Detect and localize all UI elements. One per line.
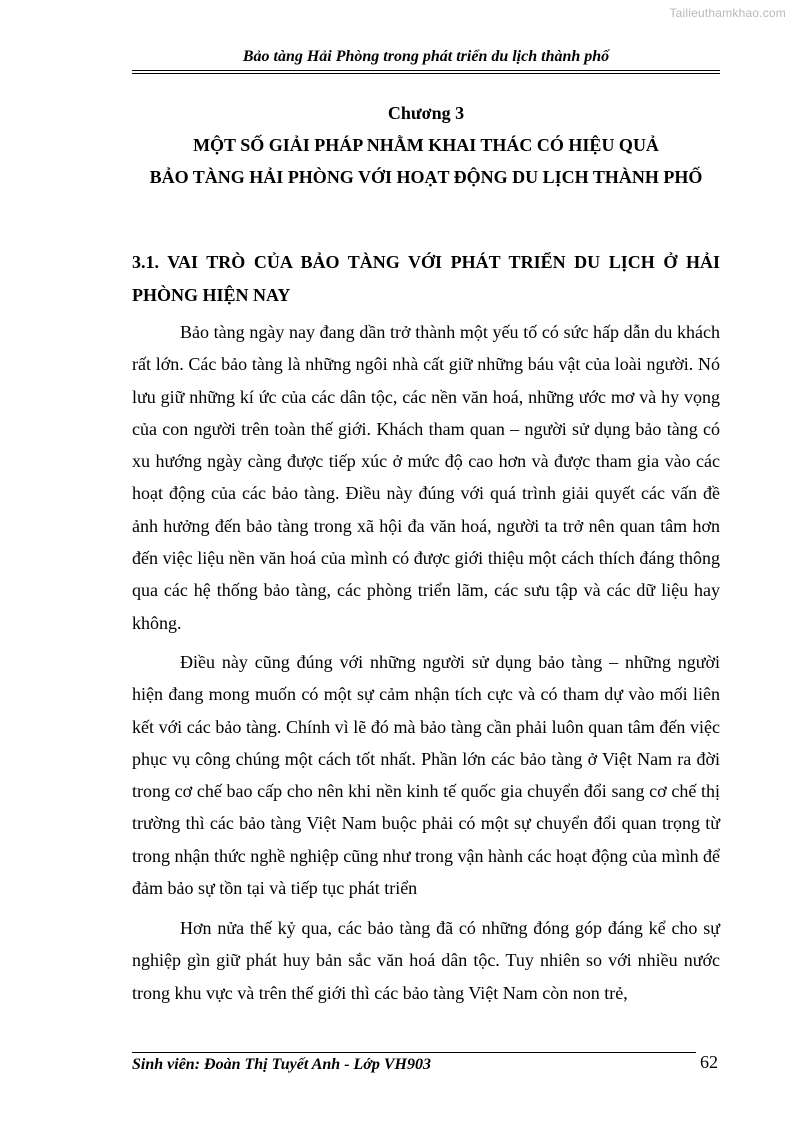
paragraph: Điều này cũng đúng với những người sử dụng bảo tàng – những người hiện đang mong muốn có một sự cảm nhận tích cực và có tham dự vào mối liên kết với các bảo tàng. Chính vì lẽ đó mà bảo tàng cần phải luôn quan tâm đến việc phục vụ công chúng một cách tốt nhất. Phần lớn các bảo tàng ở Việt Nam ra đời trong cơ chế bao cấp cho nên khi nền kinh tế quốc gia chuyển đổi sang cơ chế thị trường thì các bảo tàng Việt Nam buộc phải có một sự chuyển đổi quan trọng từ trong nhận thức nghề nghiệp cũng như trong vận hành các hoạt động của mình để đảm bảo sự tồn tại và tiếp tục phát triển <box>132 652 720 899</box>
section-heading: 3.1. VAI TRÒ CỦA BẢO TÀNG VỚI PHÁT TRIỂN DU LỊCH Ở HẢI PHÒNG HIỆN NAY <box>132 252 720 305</box>
watermark: Tailieuthamkhao.com <box>669 6 786 20</box>
footer-student-info: Sinh viên: Đoàn Thị Tuyết Anh - Lớp VH903 <box>132 1056 431 1073</box>
paragraph: Bảo tàng ngày nay đang dần trở thành một yếu tố có sức hấp dẫn du khách rất lớn. Các bảo tàng là những ngôi nhà cất giữ những báu vật của loài người. Nó lưu giữ những kí ức của các dân tộc, các nền văn hoá, những ước mơ và hy vọng của con người trên toàn thế giới. Khách tham quan – người sử dụng bảo tàng có xu hướng ngày càng được tiếp xúc ở mức độ cao hơn và được tham gia vào các hoạt động của các bảo tàng. Điều này đúng với quá trình giải quyết các vấn đề ảnh hưởng đến bảo tàng trong xã hội đa văn hoá, người ta trở nên quan tâm hơn đến việc liệu nền văn hoá của mình có được giới thiệu một cách thích đáng thông qua các hệ thống bảo tàng, các phòng triển lãm, các sưu tập và các dữ liệu hay không. <box>132 322 720 633</box>
paragraph: Hơn nửa thế kỷ qua, các bảo tàng đã có những đóng góp đáng kể cho sự nghiệp gìn giữ phát huy bản sắc văn hoá dân tộc. Tuy nhiên so với nhiều nước trong khu vực và trên thế giới thì các bảo tàng Việt Nam còn non trẻ, <box>132 918 720 1003</box>
chapter-title-line2: BẢO TÀNG HẢI PHÒNG VỚI HOẠT ĐỘNG DU LỊCH THÀNH PHỐ <box>149 167 703 187</box>
footer-rule <box>132 1052 696 1053</box>
running-header: Bảo tàng Hải Phòng trong phát triển du lịch thành phố <box>242 48 610 65</box>
chapter-title-line1: MỘT SỐ GIẢI PHÁP NHẰM KHAI THÁC CÓ HIỆU QUẢ <box>193 135 659 155</box>
header-rule <box>132 70 720 71</box>
chapter-number: Chương 3 <box>387 103 465 123</box>
header-rule-double <box>132 73 720 74</box>
page-number: 62 <box>700 1052 718 1072</box>
